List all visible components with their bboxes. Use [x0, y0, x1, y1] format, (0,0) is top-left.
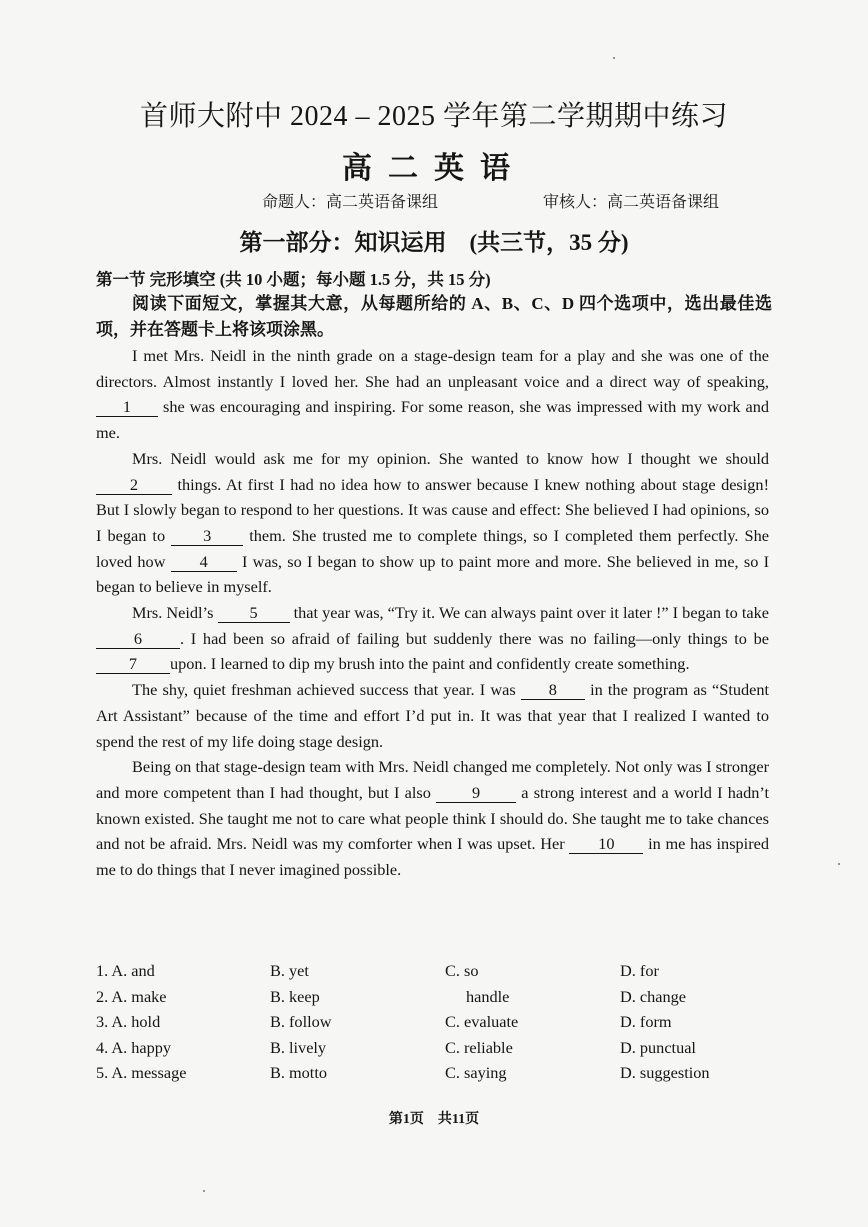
passage-text: in the program as “Student Art Assistant” because of the time and effort I’d put in. It was that year that I realized I wanted to spend the rest of my life doing stage design. [96, 680, 770, 751]
passage-text: I was, so I began to show up to paint more and more. She believed in me, so I began to believe in myself. [96, 551, 770, 597]
option-b: B. lively [270, 1037, 327, 1057]
cloze-passage [96, 343, 769, 883]
blank-4: 4 [171, 553, 237, 572]
scan-speck [613, 57, 615, 59]
option-c: C. saying [445, 1063, 507, 1082]
blank-10: 10 [569, 835, 643, 854]
passage-text: upon. I learned to dip my brush into the paint and confidently create something. [170, 654, 690, 674]
passage-text: Mrs. Neidl would ask me for my opinion. She wanted to know how I thought we should [132, 448, 769, 468]
passage-text: The shy, quiet freshman achieved success that year. I was [132, 680, 516, 700]
blank-1: 1 [96, 398, 158, 417]
exam-title: 首师大附中 2024 – 2025 学年第二学期期中练习 [139, 101, 728, 132]
option-c: C. evaluate [445, 1012, 519, 1031]
blank-8: 8 [521, 681, 585, 700]
option-row-3 [96, 1012, 776, 1038]
option-row-2 [96, 987, 776, 1013]
passage-text: them. She trusted me to complete things, so I completed them perfectly. She loved how [96, 525, 769, 571]
author-right: 审核人：高二英语备课组 [543, 194, 720, 211]
passage-text: that year was, “Try it. We can always paint over it later !” I began to take [293, 603, 770, 623]
paragraph-1 [96, 343, 769, 446]
part-title: 第一部分：知识运用 (共三节，35 分) [239, 230, 629, 255]
option-row-4 [96, 1038, 776, 1064]
blank-3: 3 [171, 527, 243, 546]
option-d: D. suggestion [620, 1063, 710, 1082]
option-a: 3. A. hold [96, 1012, 161, 1031]
subject-title: 高二英语 [342, 152, 526, 185]
option-row-1 [96, 961, 776, 987]
option-row-5 [96, 1063, 776, 1089]
option-b: B. follow [270, 1012, 332, 1031]
passage-text: Being on that stage-design team with Mrs. Neidl changed me completely. Not only was I stronger and more competent than I had thought, but I also [96, 757, 769, 802]
option-b: B. yet [270, 961, 309, 980]
passage-text: Mrs. Neidl’s [132, 603, 214, 623]
page-footer: 第1页 共11页 [388, 1112, 480, 1127]
blank-9: 9 [436, 784, 516, 803]
option-d: D. for [620, 961, 659, 980]
passage-text: she was encouraging and inspiring. For some reason, she was impressed with my work and me. [96, 397, 769, 443]
scan-speck [838, 863, 840, 865]
option-b: B. motto [270, 1063, 327, 1082]
passage-text: . I had been so afraid of failing but suddenly there was no failing—only things to be [180, 628, 769, 648]
passage-text: in me has inspired me to do things that I never imagined possible. [96, 834, 769, 880]
blank-2: 2 [96, 476, 172, 495]
scan-speck [203, 1190, 205, 1192]
passage-text: a strong interest and a world I hadn’t known existed. She taught me not to care what people think I should do. She taught me to take chances and not be afraid. Mrs. Neidl was my comforter when I was upset. Her [96, 782, 769, 854]
paragraph-5 [96, 754, 769, 883]
blank-5: 5 [218, 604, 290, 623]
option-a: 5. A. message [96, 1063, 187, 1082]
passage-text: things. At first I had no idea how to answer because I knew nothing about stage design! But I slowly began to respond to her questions. It was cause and effect: She believed I had opinions, so I began to [96, 474, 769, 545]
option-a: 2. A. make [96, 986, 167, 1006]
author-left: 命题人：高二英语备课组 [262, 194, 439, 211]
option-a: 1. A. and [96, 961, 155, 980]
option-a: 4. A. happy [96, 1037, 172, 1057]
blank-6: 6 [96, 630, 180, 649]
option-c: C. reliable [445, 1037, 513, 1057]
option-d: D. change [620, 986, 686, 1006]
option-d: D. punctual [620, 1037, 696, 1057]
passage-text: I met Mrs. Neidl in the ninth grade on a stage-design team for a play and she was one of the directors. Almost instantly I loved her. She had an unpleasant voice and a direct way of speaking, [96, 346, 769, 391]
section-instructions: 阅读下面短文，掌握其大意，从每题所给的 A、B、C、D 四个选项中，选出最佳选项，并在答题卡上将该项涂黑。 [96, 294, 772, 339]
section-title: 第一节 完形填空 (共 10 小题；每小题 1.5 分，共 15 分) [96, 270, 491, 289]
paragraph-4 [96, 677, 769, 754]
option-c: handle [466, 986, 510, 1006]
paragraph-2 [96, 446, 769, 600]
option-c: C. so [445, 961, 479, 980]
blank-7: 7 [96, 655, 170, 674]
paragraph-3 [96, 600, 769, 677]
option-b: B. keep [270, 986, 320, 1006]
option-d: D. form [620, 1012, 672, 1031]
answer-options [96, 961, 776, 1089]
